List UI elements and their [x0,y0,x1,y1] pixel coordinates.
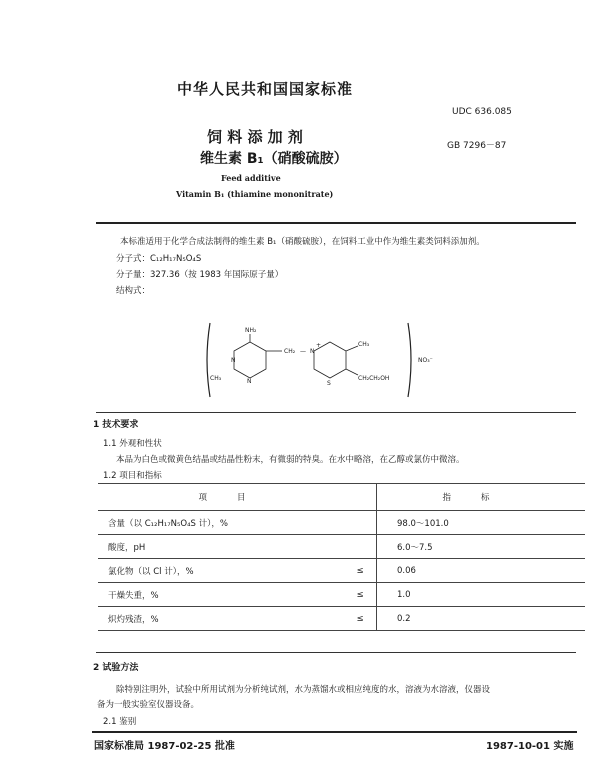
spec-operator: ≤ [344,559,377,583]
table-bottom-rule [96,652,576,653]
sulfur-atom: S [327,380,331,387]
spec-operator: ≤ [344,583,377,607]
thiazolium-n: N [310,348,315,355]
spec-item: 含量（以 C₁₂H₁₇N₅O₄S 计），% [98,511,344,535]
table-row [98,559,585,583]
implementation-date: 1987-10-01 实施 [486,741,574,752]
spec-item: 干燥失重，% [98,583,344,607]
left-bracket [207,323,210,397]
structure-rule [96,412,576,413]
section2-heading: 2 试验方法 [93,663,139,673]
section1-2-heading: 1.2 项目和指标 [103,471,162,481]
link-dash: — [300,348,306,355]
pyrimidine-n-bottom: N [247,378,252,385]
table-row [98,511,585,535]
spec-item: 炽灼残渣，% [98,607,344,631]
national-standard-title: 中华人民共和国国家标准 [177,80,354,98]
nitrate-counter-ion: NO₃⁻ [418,357,433,364]
table-row [98,583,585,607]
column-header-item: 项目 [98,484,377,511]
approval-date: 国家标准局 1987-02-25 批准 [94,741,235,752]
thiazolium-ring [314,342,358,378]
table-row [98,607,585,631]
gb-number: GB 7296－87 [447,141,507,151]
right-bracket [408,323,411,397]
spec-item: 氯化物（以 Cl 计），% [98,559,344,583]
spec-value: 0.06 [377,559,586,583]
spec-operator: ≤ [344,607,377,631]
structure-label: 结构式： [116,286,151,296]
positive-charge: + [316,342,322,349]
molecular-formula: 分子式：C₁₂H₁₇N₅O₄S [116,254,202,264]
spec-operator [344,511,377,535]
section1-1-heading: 1.1 外观和性状 [103,439,162,449]
spec-value: 1.0 [377,583,586,607]
molecular-weight: 分子量：327.36（按 1983 年国际原子量） [116,270,284,280]
udc-code: UDC 636.085 [452,107,512,117]
section2-text-line2: 备为一般实验室仪器设备。 [97,700,200,710]
title-cn-line2: 维生素 B₁（硝酸硫胺） [200,151,348,167]
structural-formula [190,320,450,400]
spec-value: 6.0～7.5 [377,535,586,559]
spec-table-header [98,484,585,511]
section2-1-heading: 2.1 鉴别 [103,717,137,727]
title-en-line2: Vitamin B₁ (thiamine mononitrate) [176,189,334,199]
spec-value: 0.2 [377,607,586,631]
spec-value: 98.0～101.0 [377,511,586,535]
spec-item: 酸度，pH [98,535,344,559]
section1-heading: 1 技术要求 [93,420,139,430]
thiazolium-methyl: CH₃ [358,341,370,348]
spec-table [98,483,585,631]
column-header-value: 指标 [377,484,586,511]
nh2-group: NH₂ [245,327,257,334]
spec-operator [344,535,377,559]
hydroxyethyl-group: CH₂CH₂OH [358,375,390,382]
header-rule [96,222,576,224]
title-cn-line1: 饲 料 添 加 剂 [207,128,303,146]
footer-rule [92,731,577,733]
title-en-line1: Feed additive [221,173,281,183]
section2-text-line1: 除特别注明外，试验中所用试剂为分析纯试剂，水为蒸馏水或相应纯度的水，溶液为水溶液，仪器设 [116,685,491,695]
table-row [98,535,585,559]
section1-1-text: 本品为白色或微黄色结晶或结晶性粉末，有微弱的特臭。在水中略溶，在乙醇或氯仿中微溶。 [116,455,465,465]
pyrimidine-methyl: CH₃ [210,375,222,382]
pyrimidine-n-top: N [231,357,236,364]
methylene-link: CH₂ [284,348,296,355]
scope-text: 本标准适用于化学合成法制得的维生素 B₁（硝酸硫胺），在饲料工业中作为维生素类饲料添加剂。 [120,237,485,247]
pyrimidine-ring [234,334,282,378]
